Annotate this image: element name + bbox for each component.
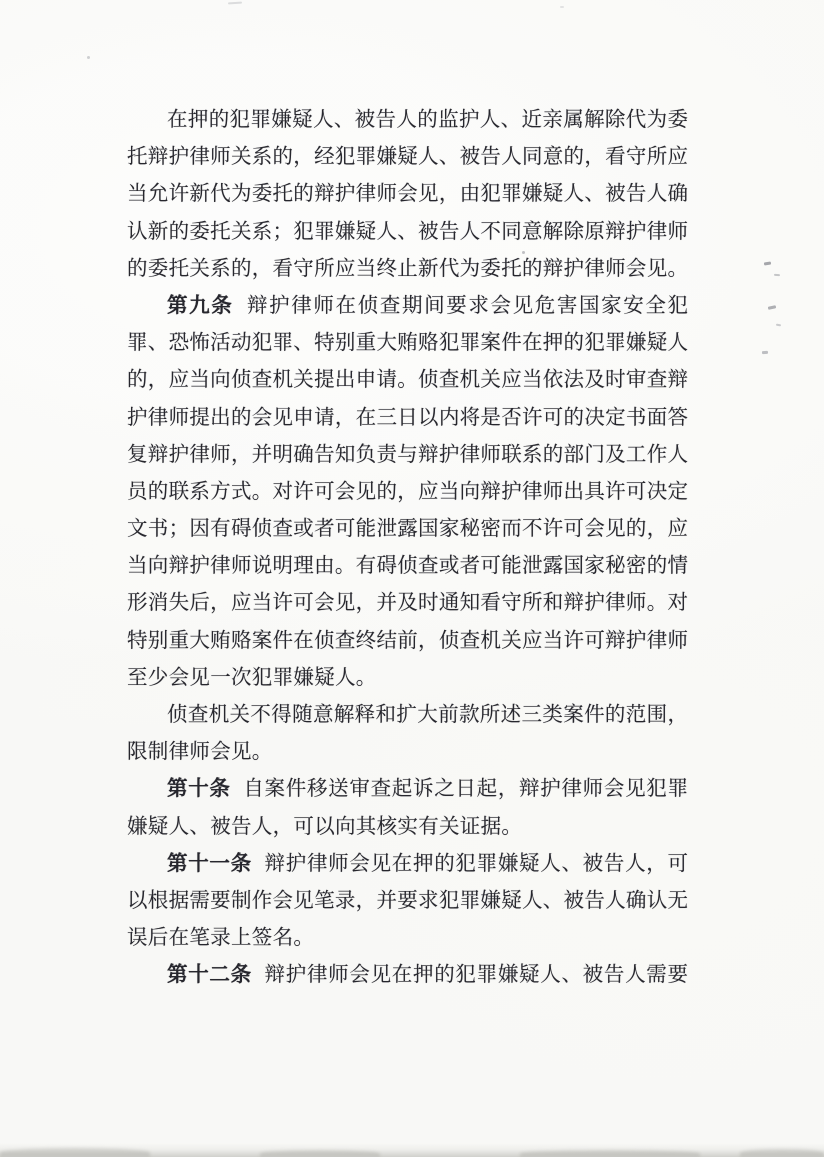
scan-speck xyxy=(776,324,781,327)
document-line: 误后在笔录上签名。 xyxy=(127,927,315,950)
scan-edge-smudge xyxy=(740,1149,824,1157)
document-line: 侦查机关不得随意解释和扩大前款所述三类案件的范围， xyxy=(167,704,688,726)
scan-speck xyxy=(764,262,771,266)
article-12-text: 辩护律师会见在押的犯罪嫌疑人、被告人需要 xyxy=(263,964,689,987)
scan-edge-smudge xyxy=(520,1150,700,1157)
document-line: 的委托关系的，看守所应当终止新代为委托的辩护律师会见。 xyxy=(127,257,688,280)
article-9-number: 第九条 xyxy=(167,294,234,317)
scan-speck xyxy=(522,251,525,254)
document-line: 当向辩护律师说明理由。有碍侦查或者可能泄露国家秘密的情 xyxy=(127,555,688,578)
article-10-text: 自案件移送审查起诉之日起，辩护律师会见犯罪 xyxy=(242,778,688,801)
scan-edge-smudge xyxy=(260,1150,380,1157)
scan-speck xyxy=(560,6,564,8)
document-line: 员的联系方式。对许可会见的，应当向辩护律师出具许可决定 xyxy=(127,480,688,503)
document-line: 复辩护律师，并明确告知负责与辩护律师联系的部门及工作人 xyxy=(127,443,688,466)
document-line: 限制律师会见。 xyxy=(127,741,273,764)
document-line: 认新的委托关系；犯罪嫌疑人、被告人不同意解除原辩护律师 xyxy=(127,220,688,243)
scan-speck xyxy=(228,2,242,5)
document-line-article-12 xyxy=(127,957,688,994)
document-line: 以根据需要制作会见笔录，并要求犯罪嫌疑人、被告人确认无 xyxy=(127,889,688,912)
scan-speck xyxy=(774,274,780,277)
document-line: 罪、恐怖活动犯罪、特别重大贿赂犯罪案件在押的犯罪嫌疑人 xyxy=(127,332,688,355)
document-line: 嫌疑人、被告人，可以向其核实有关证据。 xyxy=(127,815,523,838)
document-line: 文书；因有碍侦查或者可能泄露国家秘密而不许可会见的，应 xyxy=(127,518,688,541)
scan-speck xyxy=(768,305,776,310)
document-line: 当允许新代为委托的辩护律师会见，由犯罪嫌疑人、被告人确 xyxy=(127,183,688,206)
document-line: 至少会见一次犯罪嫌疑人。 xyxy=(127,666,377,689)
article-11-text: 辩护律师会见在押的犯罪嫌疑人、被告人，可 xyxy=(263,852,689,875)
document-body xyxy=(127,102,688,995)
scan-edge-smudge xyxy=(0,1148,150,1157)
document-line: 形消失后，应当许可会见，并及时通知看守所和辩护律师。对 xyxy=(127,592,688,615)
document-line: 的，应当向侦查机关提出申请。侦查机关应当依法及时审查辩 xyxy=(127,369,688,392)
article-10-number: 第十条 xyxy=(167,778,231,801)
document-line-article-11 xyxy=(127,846,688,883)
scan-speck xyxy=(87,56,90,59)
article-11-number: 第十一条 xyxy=(167,852,252,875)
document-line-article-9 xyxy=(127,288,688,325)
scan-edge-shadow xyxy=(0,1143,824,1157)
document-line: 特别重大贿赂案件在侦查终结前，侦查机关应当许可辩护律师 xyxy=(127,629,688,652)
document-line: 托辩护律师关系的，经犯罪嫌疑人、被告人同意的，看守所应 xyxy=(127,146,688,169)
document-line: 护律师提出的会见申请，在三日以内将是否许可的决定书面答 xyxy=(127,406,688,429)
article-9-text: 辩护律师在侦查期间要求会见危害国家安全犯 xyxy=(245,294,689,317)
scan-speck xyxy=(762,351,768,355)
article-12-number: 第十二条 xyxy=(167,964,252,987)
document-line: 在押的犯罪嫌疑人、被告人的监护人、近亲属解除代为委 xyxy=(167,109,688,131)
document-line-article-10 xyxy=(127,771,688,808)
